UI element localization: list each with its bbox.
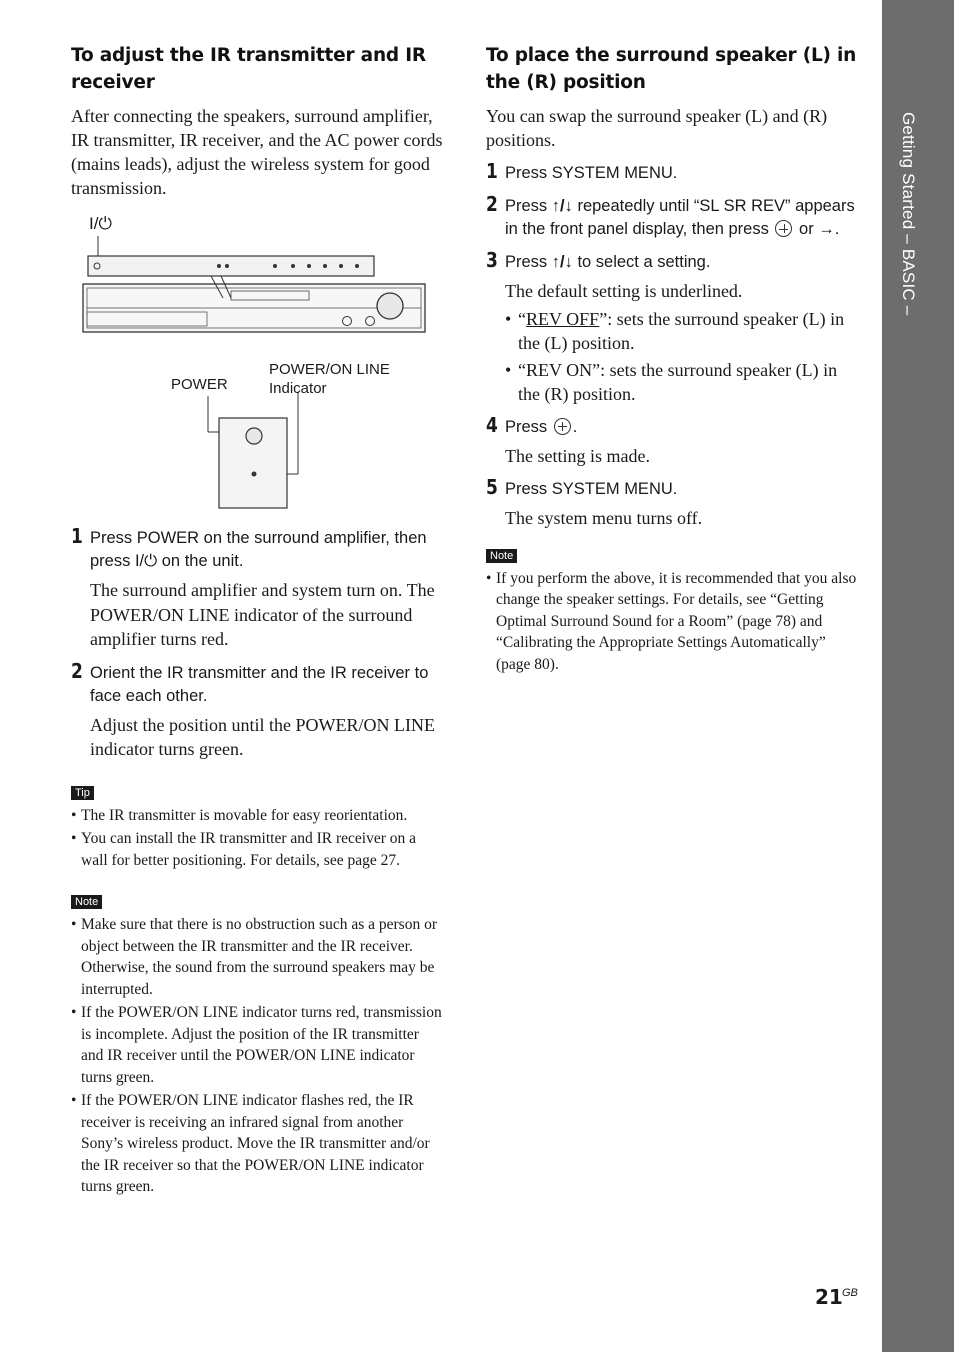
enter-button-icon [554, 418, 571, 435]
page-number: 21 [815, 1285, 843, 1309]
step-number: 2 [71, 658, 83, 683]
power-symbol: I/⏻ [134, 552, 158, 570]
step-instruction: Press ↑/↓ to select a setting. [505, 253, 711, 271]
page-region-code: GB [842, 1287, 858, 1299]
note-item: • If you perform the above, it is recommended that you also change the speaker settings. For details, see “Getting Optimal Surround Sound for a Room” (page 78) and “Calibrating the Appropriate Settings Automatically” (page 80). [486, 568, 858, 676]
left-column [71, 42, 443, 1198]
step-4-surround [486, 412, 858, 469]
step-result: The setting is made. [505, 445, 650, 466]
note-list [486, 568, 858, 676]
step-2-surround [486, 192, 858, 241]
note-item: • Make sure that there is no obstruction such as a person or object between the IR transmitter and the IR receiver. Otherwise, the sound from the surround speakers may be interrupted. [71, 914, 443, 1000]
step-number: 5 [486, 475, 498, 499]
tip-item: • You can install the IR transmitter and IR receiver on a wall for better positioning. For details, see page 27. [71, 828, 443, 871]
unit-amplifier-illustration [71, 212, 443, 517]
note-label: Note [71, 895, 102, 909]
step-5-surround [486, 475, 858, 531]
setting-option-rev-off: • “REV OFF”: sets the surround speaker (L) in the (L) position. [505, 307, 858, 355]
step-number: 1 [486, 159, 498, 183]
tip-list [71, 805, 443, 872]
setting-option-rev-on: • “REV ON”: sets the surround speaker (L) in the (R) position. [505, 358, 858, 406]
step-number: 1 [71, 524, 83, 548]
step-number: 4 [486, 412, 498, 437]
section-heading-ir: To adjust the IR transmitter and IR receiver [71, 45, 426, 93]
indicator-label-line2: Indicator [269, 380, 327, 397]
step-result: The surround amplifier and system turn on. The POWER/ON LINE indicator of the surround amplifier turns red. [90, 580, 435, 649]
step-number: 3 [486, 248, 498, 272]
step-1-surround [486, 159, 858, 185]
tip-label: Tip [71, 786, 94, 800]
enter-button-icon [775, 220, 792, 237]
tip-item: • The IR transmitter is movable for easy reorientation. [71, 805, 443, 827]
right-arrow-icon: → [818, 220, 835, 238]
intro-paragraph-ir: After connecting the speakers, surround amplifier, IR transmitter, IR receiver, and the AC power cords (mains leads), adjust the wireless system for good transmission. [71, 106, 443, 198]
note-item: • If the POWER/ON LINE indicator flashes red, the IR receiver is receiving an infrared signal from another Sony’s wireless product. Move the IR transmitter and/or the IR receiver so that the POWER/ON LINE indicator turns green. [71, 1090, 443, 1198]
step-instruction: Press ↑/↓ repeatedly until “SL SR REV” appears in the front panel display, then press or →. [505, 197, 855, 238]
step-result: Adjust the position until the POWER/ON LINE indicator turns green. [90, 714, 435, 759]
section-heading-surround: To place the surround speaker (L) in the (R) position [486, 45, 857, 93]
section-side-tab [882, 0, 954, 1352]
note-list [71, 914, 443, 1198]
power-button-label: POWER [171, 376, 228, 393]
step-instruction: Press SYSTEM MENU. [505, 480, 678, 498]
step-result: The default setting is underlined. [505, 281, 743, 301]
default-setting: REV OFF [526, 308, 600, 329]
step-3-surround [486, 248, 858, 406]
up-down-arrows-icon: ↑/↓ [551, 197, 573, 215]
note-label: Note [486, 549, 517, 563]
intro-paragraph-surround: You can swap the surround speaker (L) and (R) positions. [486, 106, 828, 150]
step-instruction: Orient the IR transmitter and the IR receiver to face each other. [90, 663, 429, 705]
section-tab-label: Getting Started – BASIC – [899, 112, 918, 316]
step-result: The system menu turns off. [505, 508, 703, 528]
step-instruction: Press SYSTEM MENU. [505, 164, 678, 182]
step-number: 2 [486, 192, 498, 216]
step-instruction: Press . [505, 417, 578, 436]
step-2-ir [71, 658, 443, 762]
right-column [486, 42, 858, 675]
step-1-ir [71, 524, 443, 652]
up-down-arrows-icon: ↑/↓ [551, 253, 573, 271]
note-item: • If the POWER/ON LINE indicator turns red, transmission is incomplete. Adjust the position of the IR transmitter and IR receiver until the POWER/ON LINE indicator turns green. [71, 1002, 443, 1088]
step-instruction: Press POWER on the surround amplifier, then press I/⏻ on the unit. [90, 529, 427, 570]
indicator-label-line1: POWER/ON LINE [269, 361, 390, 378]
power-symbol-label: I/⏻ [89, 214, 112, 233]
